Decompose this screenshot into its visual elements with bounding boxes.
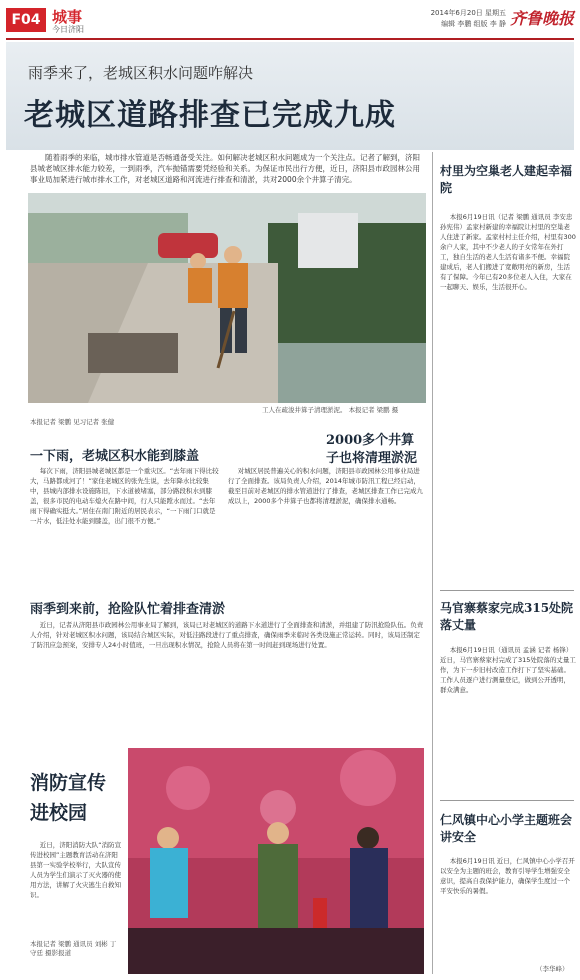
sidebar-title-survey: 马官寨蔡家完成315处院落丈量 [440,601,574,632]
editors: 编辑 李鹏 组版 李 静 [441,20,506,28]
section-subtitle: 今日济阳 [52,25,84,34]
page-number: F04 [6,8,46,32]
sub1-body: 每次下雨，济阳县城老城区都是一个重灾区。“去年雨下得比较大，马路都成河了！”家住老城区的张先生说，去年降水比较集中，县城内部排水设施陈旧，下水道被堵塞，部分路段积水到膝盖，很多市民的电动车熄火在路中间，行人只能蹚水而过。“去年雨下得确实挺大。”居住在南门附近的居民表示，“一下雨门口就是一片水，低洼处水能到膝盖，出门很不方便。” [30,467,219,525]
sub3-body: 近日，记者从济阳县市政园林公用事业局了解到，该局已对老城区的道路下水道进行了全面排查和清淤，并组建了防汛抢险队伍。负责人介绍，针对老城区积水问题，该局结合城区实际，对低洼路段进行了重点排查，确保雨季来临时各类设施正常运转。同时，该局还制定了防汛应急预案，安排专人24小时值班，一旦出现积水情况，抢险人员将在第一时间赶到现场进行处置。 [30,621,424,649]
sidebar-body-school: 本报6月19日讯 近日，仁风镇中心小学召开以安全为主题的班会，教育引导学生增强安全意识，提高自我保护能力，确保学生度过一个平安快乐的暑假。 [440,857,575,895]
sidebar-signature: （李华峰） [536,965,569,973]
subhead-manholes: 2000多个井算子也将清理淤泥 [326,433,418,466]
workers-photo-illustration [28,193,426,403]
workers-photo [28,193,426,403]
sidebar-title-school: 仁风镇中心小学主题班会讲安全 [440,813,573,844]
sidebar-body-elderly: 本报6月19日讯（记者 梁鹏 通讯员 李安忠 孙宪伟）孟家村新建的幸福院让村里的空巢老人住进了新家。孟家村村主任介绍，村里有300余户人家，其中不少老人的子女常年在外打工，独自生活的老人生活有诸多不便。幸福院建成后，老人们搬进了宽敞明亮的新房，生活有了保障。今年已有20多位老人入住，大家在一起聊天、娱乐，生活很开心。 [440,213,576,291]
fire-event-photo [128,748,424,974]
headline-banner [6,42,574,150]
subhead-rescue: 雨季到来前，抢险队忙着排查清淤 [30,602,226,617]
sidebar-title-elderly: 村里为空巢老人建起幸福院 [440,164,573,195]
section-header [6,6,156,36]
top-rule [6,38,574,40]
paper-logo: 齐鲁晚报 [509,9,574,28]
column-divider [432,152,433,974]
sub2-body: 对城区居民普遍关心的积水问题，济阳县市政园林公用事业局进行了全面排查。该局负责人介绍，2014年城市防汛工程已经启动，截至目前对老城区的排水管道进行了排查，老城区排查工作已完成九成以上，2000多个井算子也都将清理淤泥，确保排水通畅。 [228,467,423,505]
fire-safety-title: 消防宣传进校园 [30,772,107,824]
kicker: 雨季来了，老城区积水问题咋解决 [28,64,254,82]
lead-paragraph: 随着雨季的来临，城市排水管道是否畅通备受关注。如何解决老城区积水问题成为一个关注点。记者了解到，济阳县城老城区排水能力较差，一到雨季，汽车抛锚需要凭经验和关系。为保证市民出行方便，近日，济阳县市政园林公用事业局加紧进行城市排水工作，对老城区道路和河流进行排查和清淤，共对2000余个井算子清完。 [30,153,420,184]
photo1-credit: 本报记者 梁鹏 见习记者 张健 [30,418,115,426]
fire-event-illustration [128,748,424,974]
fire-body: 近日，济阳消防大队“消防宣传进校园”主题教育活动在济阳县第一实验学校举行，大队宣传人员为学生们演示了灭火器的使用方法，讲解了火灾逃生自救知识。 [30,841,122,899]
sidebar-divider-2 [440,800,574,801]
main-headline: 老城区道路排查已完成九成 [24,98,396,133]
subhead-waterlogging: 一下雨，老城区积水能到膝盖 [30,449,200,464]
section-title: 城事 [52,8,83,26]
fire-credit: 本报记者 梁鹏 通讯员 刘彬 丁守廷 摄影报道 [30,940,117,957]
masthead-right [374,6,574,36]
photo1-caption: 工人在疏浚井算子清理淤泥。 本报记者 梁鹏 摄 [262,406,399,414]
sidebar-body-survey: 本报6月19日讯（通讯员 孟涵 记者 杨锋）近日，马官寨蔡家村完成了315处院落的丈量工作，为下一步旧村改造工作打下了坚实基础。工作人员逐户进行测量登记，做到公开透明，群众满意。 [440,646,576,694]
sidebar-divider-1 [440,590,574,591]
issue-date: 2014年6月20日 星期五 [430,9,506,17]
